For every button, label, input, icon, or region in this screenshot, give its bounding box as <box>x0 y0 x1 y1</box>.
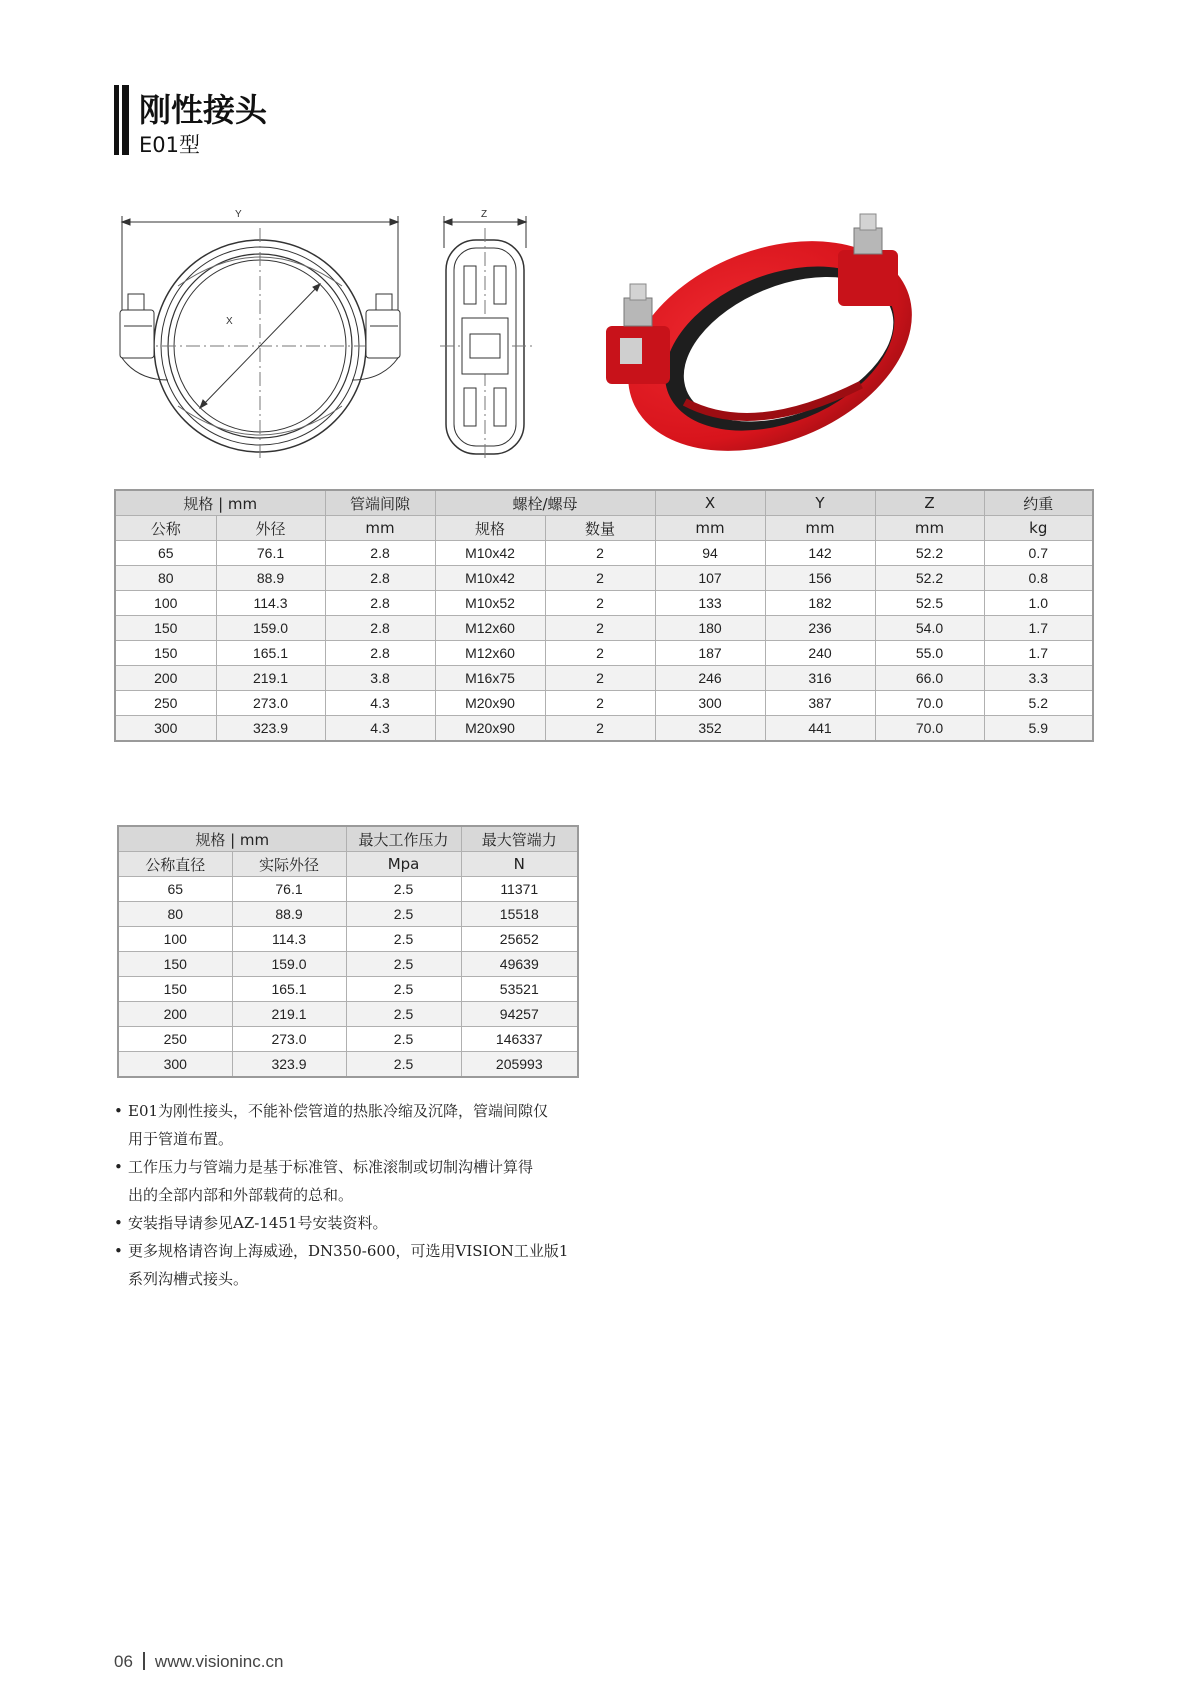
note-item: • 更多规格请咨询上海威逊，DN350-600，可选用VISION工业版1 系列沟槽式接头。 <box>114 1242 569 1288</box>
table-cell: 273.0 <box>216 691 325 716</box>
note-item: • 工作压力与管端力是基于标准管、标准滚制或切制沟槽计算得 出的全部内部和外部载荷的总和。 <box>114 1158 534 1204</box>
table-cell: 2.8 <box>325 541 435 566</box>
table-cell: 2.5 <box>346 927 461 952</box>
table-row <box>118 1052 578 1078</box>
table-cell: 49639 <box>461 952 578 977</box>
website-link[interactable]: www.visioninc.cn <box>154 1652 284 1671</box>
table-cell: 316 <box>765 666 875 691</box>
th-gap-unit: mm <box>325 516 435 541</box>
table-cell: 2.5 <box>346 877 461 902</box>
table-cell: 250 <box>115 691 216 716</box>
table-cell: 2.8 <box>325 566 435 591</box>
table-cell: 2 <box>545 541 655 566</box>
table-cell: 70.0 <box>875 716 984 742</box>
table-cell: 2.5 <box>346 977 461 1002</box>
th-bolt-qty: 数量 <box>545 516 655 541</box>
table-row <box>115 566 1093 591</box>
table-cell: 323.9 <box>216 716 325 742</box>
table-cell: 180 <box>655 616 765 641</box>
table-cell: 273.0 <box>232 1027 346 1052</box>
side-view-drawing <box>440 208 540 458</box>
table-cell: 2 <box>545 691 655 716</box>
table-cell: 2.5 <box>346 1052 461 1078</box>
th-z: Z <box>875 490 984 516</box>
z-dimension-label: Z <box>481 209 488 220</box>
table-cell: 5.2 <box>984 691 1093 716</box>
table-cell: 88.9 <box>232 902 346 927</box>
table-cell: 80 <box>115 566 216 591</box>
table-cell: 219.1 <box>216 666 325 691</box>
table-cell: 159.0 <box>216 616 325 641</box>
th-weight-unit: kg <box>984 516 1093 541</box>
table-cell: 205993 <box>461 1052 578 1078</box>
table-cell: 114.3 <box>216 591 325 616</box>
table-cell: 250 <box>118 1027 232 1052</box>
th-od: 外径 <box>216 516 325 541</box>
table-cell: 4.3 <box>325 716 435 742</box>
table1-header-row-2 <box>115 516 1093 541</box>
y-dimension-label: Y <box>235 209 242 220</box>
table-cell: 2.8 <box>325 641 435 666</box>
table2-header-row-1 <box>118 826 578 852</box>
pressure-table <box>117 825 579 1078</box>
table-row <box>115 616 1093 641</box>
table-cell: 300 <box>118 1052 232 1078</box>
table-cell: 114.3 <box>232 927 346 952</box>
th2-force: 最大管端力 <box>461 826 578 852</box>
table-cell: 441 <box>765 716 875 742</box>
table-cell: 53521 <box>461 977 578 1002</box>
note-item: • E01为刚性接头，不能补偿管道的热胀冷缩及沉降，管端间隙仅 用于管道布置。 <box>114 1102 549 1148</box>
th-y: Y <box>765 490 875 516</box>
th-bolt: 螺栓/螺母 <box>435 490 655 516</box>
table-cell: 15518 <box>461 902 578 927</box>
th-bolt-spec: 规格 <box>435 516 545 541</box>
table-row <box>118 977 578 1002</box>
table-cell: 187 <box>655 641 765 666</box>
table-cell: 100 <box>118 927 232 952</box>
table-cell: 246 <box>655 666 765 691</box>
table-cell: M10x52 <box>435 591 545 616</box>
table-cell: 52.2 <box>875 541 984 566</box>
table-cell: 80 <box>118 902 232 927</box>
table-cell: 150 <box>115 641 216 666</box>
table-cell: 65 <box>115 541 216 566</box>
table-cell: M20x90 <box>435 691 545 716</box>
table-cell: 100 <box>115 591 216 616</box>
table-row <box>118 927 578 952</box>
table-cell: 5.9 <box>984 716 1093 742</box>
table-cell: 76.1 <box>216 541 325 566</box>
th-spec: 规格 | mm <box>115 490 325 516</box>
table-cell: 11371 <box>461 877 578 902</box>
coupling-photo <box>600 206 940 466</box>
table-cell: 300 <box>115 716 216 742</box>
th-x: X <box>655 490 765 516</box>
note-item: • 安装指导请参见AZ-1451号安装资料。 <box>114 1214 388 1232</box>
table-cell: 3.3 <box>984 666 1093 691</box>
table-cell: 25652 <box>461 927 578 952</box>
page-title: 刚性接头 <box>139 91 268 129</box>
th-weight: 约重 <box>984 490 1093 516</box>
table-cell: M20x90 <box>435 716 545 742</box>
table-cell: 2 <box>545 591 655 616</box>
th2-pressure-unit: Mpa <box>346 852 461 877</box>
th2-nominal: 公称直径 <box>118 852 232 877</box>
table-cell: M10x42 <box>435 541 545 566</box>
dimension-table <box>114 489 1094 742</box>
table-cell: 66.0 <box>875 666 984 691</box>
th2-actual: 实际外径 <box>232 852 346 877</box>
x-dimension-label: X <box>226 316 233 327</box>
table-cell: 165.1 <box>232 977 346 1002</box>
table-row <box>115 691 1093 716</box>
table-cell: 94 <box>655 541 765 566</box>
footer-divider <box>143 1652 145 1670</box>
table-cell: 1.7 <box>984 641 1093 666</box>
table-cell: 2.5 <box>346 952 461 977</box>
table-cell: 2.8 <box>325 591 435 616</box>
th-nominal: 公称 <box>115 516 216 541</box>
table-cell: 182 <box>765 591 875 616</box>
table-cell: 3.8 <box>325 666 435 691</box>
table-row <box>115 716 1093 742</box>
table-cell: 0.7 <box>984 541 1093 566</box>
table-cell: 2 <box>545 641 655 666</box>
table-row <box>115 541 1093 566</box>
table-cell: 300 <box>655 691 765 716</box>
table-cell: 2.8 <box>325 616 435 641</box>
front-view-drawing <box>108 208 408 458</box>
table-cell: 2 <box>545 566 655 591</box>
table2-header-row-2 <box>118 852 578 877</box>
table-cell: 150 <box>118 977 232 1002</box>
table-cell: M10x42 <box>435 566 545 591</box>
table-row <box>118 952 578 977</box>
th-y-unit: mm <box>765 516 875 541</box>
table-cell: 200 <box>118 1002 232 1027</box>
table-cell: 165.1 <box>216 641 325 666</box>
table-cell: 159.0 <box>232 952 346 977</box>
table-cell: M12x60 <box>435 616 545 641</box>
table-cell: 94257 <box>461 1002 578 1027</box>
table-cell: 2.5 <box>346 1002 461 1027</box>
table-cell: 352 <box>655 716 765 742</box>
table2-body <box>118 877 578 1078</box>
table-cell: 0.8 <box>984 566 1093 591</box>
table-cell: 387 <box>765 691 875 716</box>
table-cell: M12x60 <box>435 641 545 666</box>
table-cell: 52.2 <box>875 566 984 591</box>
table-cell: 88.9 <box>216 566 325 591</box>
table1-header-row-1 <box>115 490 1093 516</box>
table-cell: 2 <box>545 666 655 691</box>
th2-pressure: 最大工作压力 <box>346 826 461 852</box>
table-row <box>115 666 1093 691</box>
table-cell: 219.1 <box>232 1002 346 1027</box>
table1-body <box>115 541 1093 742</box>
table-cell: 156 <box>765 566 875 591</box>
table-cell: 200 <box>115 666 216 691</box>
th2-spec: 规格 | mm <box>118 826 346 852</box>
table-cell: 2 <box>545 616 655 641</box>
table-row <box>118 1002 578 1027</box>
th-x-unit: mm <box>655 516 765 541</box>
table-cell: 76.1 <box>232 877 346 902</box>
table-cell: 2.5 <box>346 902 461 927</box>
table-cell: 2 <box>545 716 655 742</box>
table-cell: 1.0 <box>984 591 1093 616</box>
page-footer <box>114 1652 283 1672</box>
th2-force-unit: N <box>461 852 578 877</box>
th-z-unit: mm <box>875 516 984 541</box>
table-cell: 236 <box>765 616 875 641</box>
table-row <box>118 1027 578 1052</box>
table-cell: 70.0 <box>875 691 984 716</box>
table-row <box>115 641 1093 666</box>
table-cell: 240 <box>765 641 875 666</box>
table-cell: 2.5 <box>346 1027 461 1052</box>
table-cell: M16x75 <box>435 666 545 691</box>
table-cell: 1.7 <box>984 616 1093 641</box>
table-row <box>118 877 578 902</box>
table-cell: 142 <box>765 541 875 566</box>
page-subtitle: E01型 <box>139 133 200 157</box>
table-cell: 65 <box>118 877 232 902</box>
table-cell: 55.0 <box>875 641 984 666</box>
table-cell: 52.5 <box>875 591 984 616</box>
notes-list <box>114 1097 584 1293</box>
table-cell: 54.0 <box>875 616 984 641</box>
table-cell: 107 <box>655 566 765 591</box>
th-gap: 管端间隙 <box>325 490 435 516</box>
table-row <box>115 591 1093 616</box>
table-cell: 133 <box>655 591 765 616</box>
table-row <box>118 902 578 927</box>
table-cell: 4.3 <box>325 691 435 716</box>
page-number: 06 <box>114 1652 133 1671</box>
table-cell: 323.9 <box>232 1052 346 1078</box>
table-cell: 146337 <box>461 1027 578 1052</box>
table-cell: 150 <box>115 616 216 641</box>
table-cell: 150 <box>118 952 232 977</box>
